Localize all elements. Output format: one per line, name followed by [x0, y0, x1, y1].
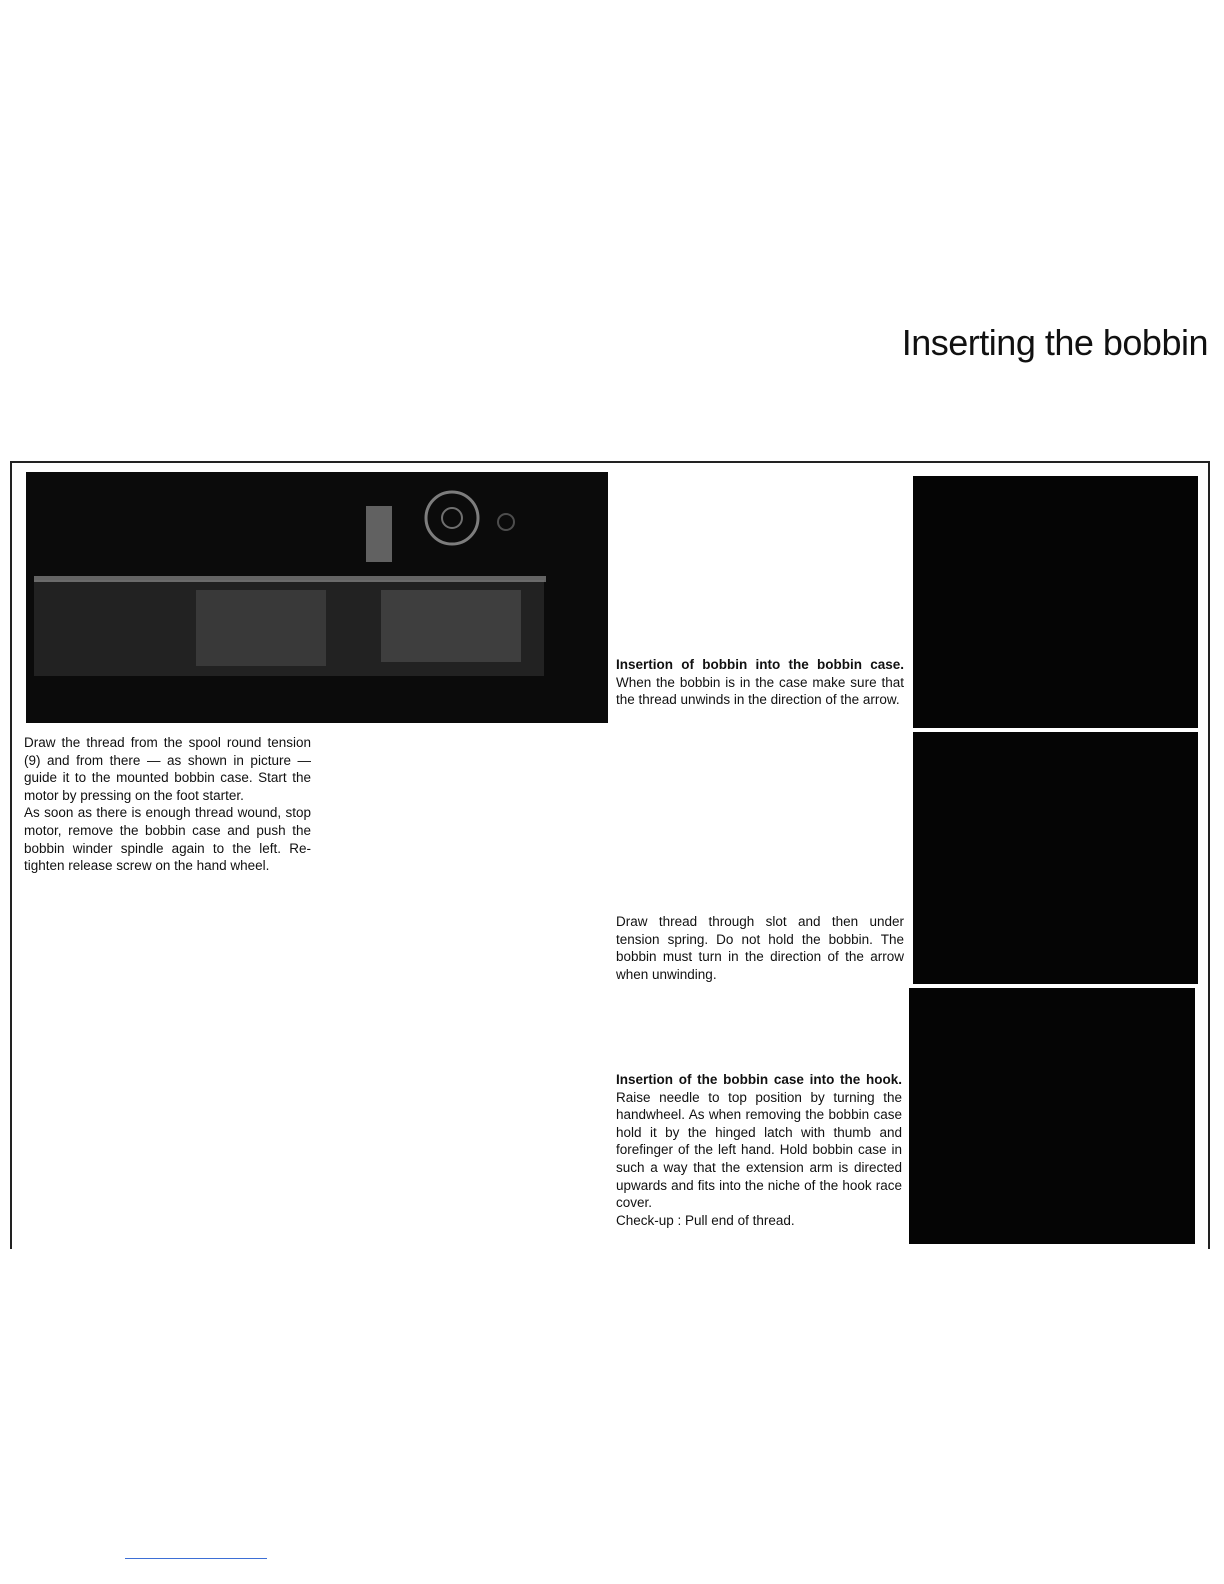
- case-insertion-heading: Insertion of the bobbin case into the hook.: [616, 1072, 902, 1087]
- thread-tension-section: [616, 913, 904, 983]
- bobbin-insertion-section: [616, 656, 904, 709]
- bobbin-insertion-body: When the bobbin is in the case make sure that the thread unwinds in the direction of the arrow.: [616, 674, 904, 708]
- bobbin-case-photo-3: [909, 988, 1195, 1244]
- checkup-note: Check-up : Pull end of thread.: [616, 1212, 795, 1228]
- case-insertion-body: Raise needle to top position by turning the handwheel. As when removing the bobbin case hold it by the hinged latch with thumb and forefinger of the left hand. Hold bobbin case in such a way that the extension arm is directed upwards and fits into the niche of the hook race cover.: [616, 1089, 902, 1211]
- footer-rule: [125, 1558, 267, 1559]
- bobbin-case-photo-1: [913, 476, 1198, 728]
- winding-paragraph-2: As soon as there is enough thread wound, stop motor, remove the bobbin case and push the bobbin winder spindle again to the left. Re-tighten release screw on the hand wheel.: [24, 805, 311, 874]
- bobbin-case-photo-2: [913, 732, 1198, 984]
- machine-illustration: [26, 472, 608, 723]
- thread-tension-body: Draw thread through slot and then under tension spring. Do not hold the bobbin. The bobbin must turn in the direction of the arrow when unwinding.: [616, 914, 904, 982]
- bobbin-insertion-heading: Insertion of bobbin into the bobbin case.: [616, 657, 904, 672]
- winding-paragraph-1: Draw the thread from the spool round tension (9) and from there — as shown in picture — guide it to the mounted bobbin case. Start the motor by pressing on the foot starter.: [24, 735, 311, 803]
- winding-instructions: [24, 734, 311, 875]
- page-title: Inserting the bobbin: [901, 322, 1208, 363]
- case-insertion-paragraph: [616, 1071, 902, 1212]
- bobbin-winding-photo: [26, 472, 608, 723]
- case-insertion-section: [616, 1071, 902, 1229]
